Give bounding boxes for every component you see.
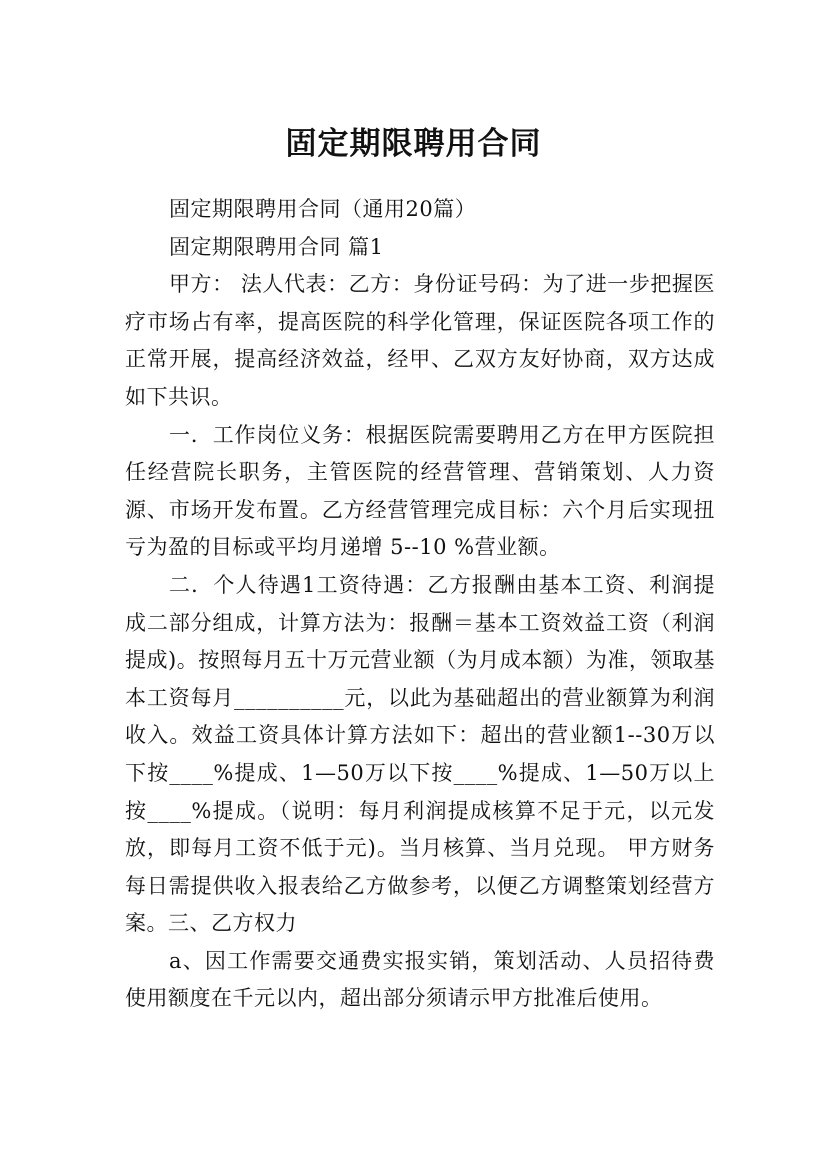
paragraph-subtitle: 固定期限聘用合同（通用20篇）	[169, 197, 477, 221]
paragraph-parties: 甲方： 法人代表：乙方：身份证号码：为了进一步把握医疗市场占有率，提高医院的科学化管理，保证医院各项工作的正常开展，提高经济效益，经甲、乙双方友好协商，双方达成如下共识。	[125, 272, 715, 409]
document-body	[125, 191, 715, 1018]
paragraph-section-heading: 固定期限聘用合同 篇1	[169, 234, 384, 259]
paragraph-expenses: a、因工作需要交通费实报实销，策划活动、人员招待费使用额度在千元以内，超出部分须请示甲方批准后使用。	[125, 948, 715, 1011]
paragraph-duties: 一．工作岗位义务：根据医院需要聘用乙方在甲方医院担任经营院长职务，主管医院的经营管理、营销策划、人力资源、市场开发布置。乙方经营管理完成目标：六个月后实现扭亏为盈的目标或平均月递增 5--10 %营业额。	[125, 422, 715, 560]
document-title: 固定期限聘用合同	[285, 125, 542, 162]
paragraph-compensation: 二．个人待遇1工资待遇：乙方报酬由基本工资、利润提成二部分组成，计算方法为：报酬＝基本工资效益工资（利润提成)。按照每月五十万元营业额（为月成本额）为准，领取基本工资每月__________元，以此为基础超出的营业额算为利润收入。效益工资具体计算方法如下：超出的营业额1--30万以下按____%提成、1—50万以下按____%提成、1—50万以上按____%提成。（说明：每月利润提成核算不足于元，以元发放，即每月工资不低于元)。当月核算、当月兑现。 甲方财务每日需提供收入报表给乙方做参考，以便乙方调整策划经营方案。三、乙方权力	[125, 572, 715, 936]
